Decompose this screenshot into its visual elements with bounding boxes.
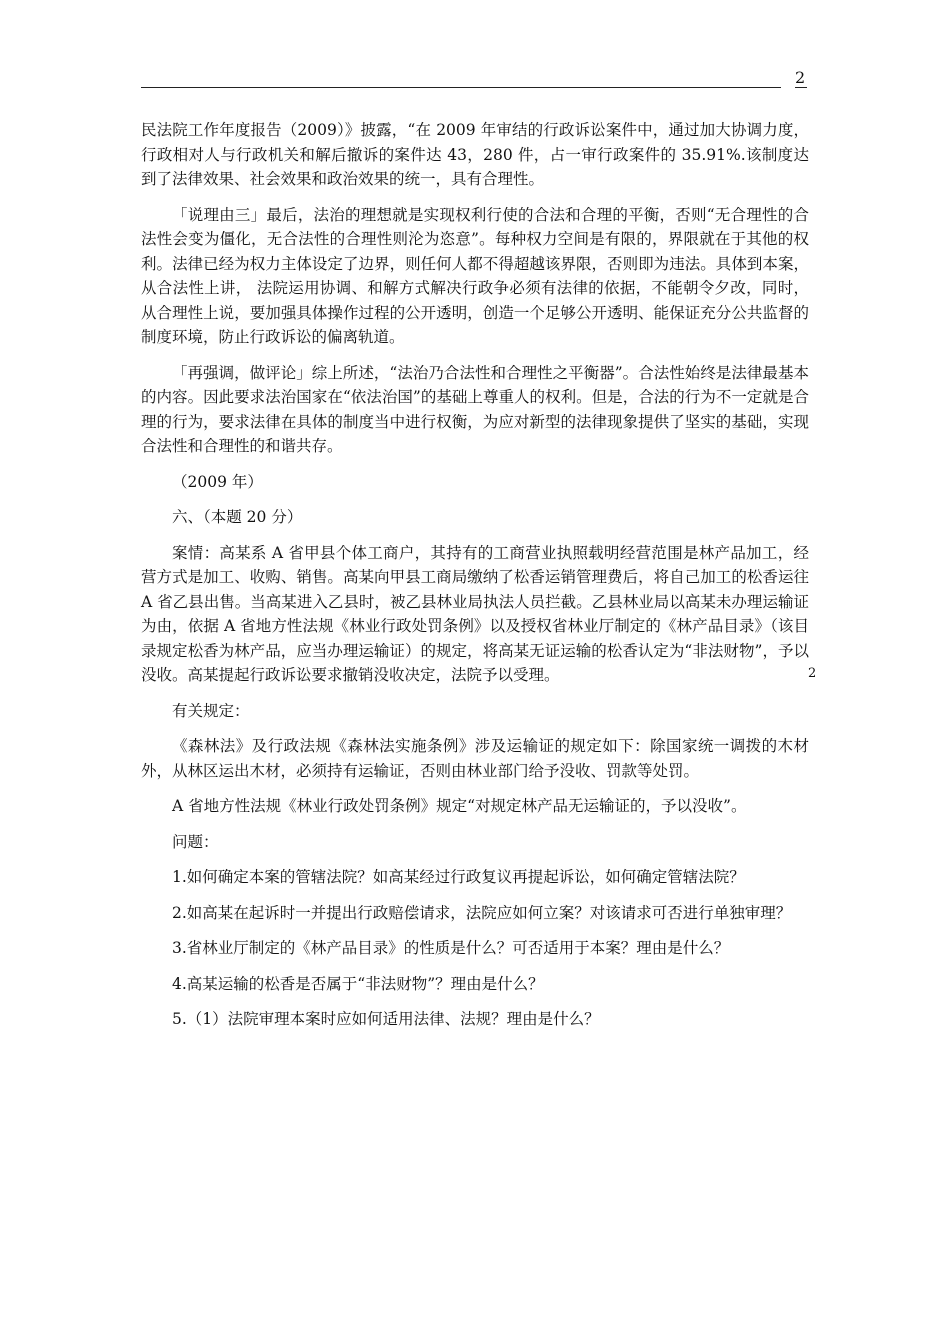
- document-body: [141, 118, 809, 1043]
- paragraph: 案情：高某系 A 省甲县个体工商户，其持有的工商营业执照载明经营范围是林产品加工，经营方式是加工、收购、销售。高某向甲县工商局缴纳了松香运销管理费后，将自己加工的松香运往 A 省乙县出售。当高某进入乙县时，被乙县林业局执法人员拦截。乙县林业局以高某未办理运输证为由，依据 A 省地方性法规《林业行政处罚条例》以及授权省林业厅制定的《林产品目录》（该目录规定松香为林产品，应当办理运输证）的规定，将高某无证运输的松香认定为“非法财物”，予以没收。高某提起行政诉讼要求撤销没收决定，法院予以受理。: [141, 543, 809, 684]
- question: 5.（1）法院审理本案时应如何适用法律、法规？理由是什么？: [172, 1010, 600, 1028]
- paragraph: （2009 年）: [172, 472, 263, 491]
- section-heading: 六、（本题 20 分）: [172, 508, 303, 526]
- paragraph: 「再强调，做评论」综上所述，“法治乃合法性和合理性之平衡器”。合法性始终是法律最基本的内容。因此要求法治国家在“依法治国”的基础上尊重人的权利。但是，合法的行为不一定就是合理的行为，要求法律在具体的制度当中进行权衡，为应对新型的法律现象提供了坚实的基础，实现合法性和合理性的和谐共存。: [141, 363, 809, 455]
- paragraph: 问题：: [172, 832, 219, 851]
- paragraph: 「说理由三」最后，法治的理想就是实现权利行使的合法和合理的平衡，否则“无合理性的合法性会变为僵化，无合法性的合理性则沦为恣意”。每种权力空间是有限的，界限就在于其他的权利。法律已经为权力主体设定了边界，则任何人都不得超越该界限，否则即为违法。具体到本案，从合法性上讲， 法院运用协调、和解方式解决行政争必须有法律的依据，不能朝令夕改，同时，从合理性上说，要加强具体操作过程的公开透明，创造一个足够公开透明、能保证充分公共监督的制度环境，防止行政诉讼的偏离轨道。: [141, 205, 809, 346]
- question: 4.高某运输的松香是否属于“非法财物”？理由是什么？: [172, 974, 544, 993]
- side-page-number: 2: [808, 666, 817, 681]
- page-number: 2: [795, 68, 806, 87]
- paragraph: A 省地方性法规《林业行政处罚条例》规定“对规定林产品无运输证的，予以没收”。: [172, 797, 747, 815]
- question: 3.省林业厅制定的《林产品目录》的性质是什么？可否适用于本案？理由是什么？: [172, 939, 730, 957]
- paragraph: 有关规定：: [172, 701, 250, 720]
- paragraph: 《森林法》及行政法规《森林法实施条例》涉及运输证的规定如下：除国家统一调拨的木材外，从林区运出木材，必须持有运输证，否则由林业部门给予没收、罚款等处罚。: [141, 737, 809, 780]
- question: 1.如何确定本案的管辖法院？如高某经过行政复议再提起诉讼，如何确定管辖法院？: [172, 868, 745, 886]
- question: 2.如高某在起诉时一并提出行政赔偿请求，法院应如何立案？对该请求可否进行单独审理？: [172, 903, 792, 922]
- page-number-underline: [795, 87, 807, 88]
- header-rule: [141, 87, 781, 88]
- paragraph: 民法院工作年度报告（2009）》披露，“在 2009 年审结的行政诉讼案件中，通过加大协调力度，行政相对人与行政机关和解后撤诉的案件达 43，280 件，占一审行政案件的 35.91%.该制度达到了法律效果、社会效果和政治效果的统一，具有合理性。: [141, 121, 809, 188]
